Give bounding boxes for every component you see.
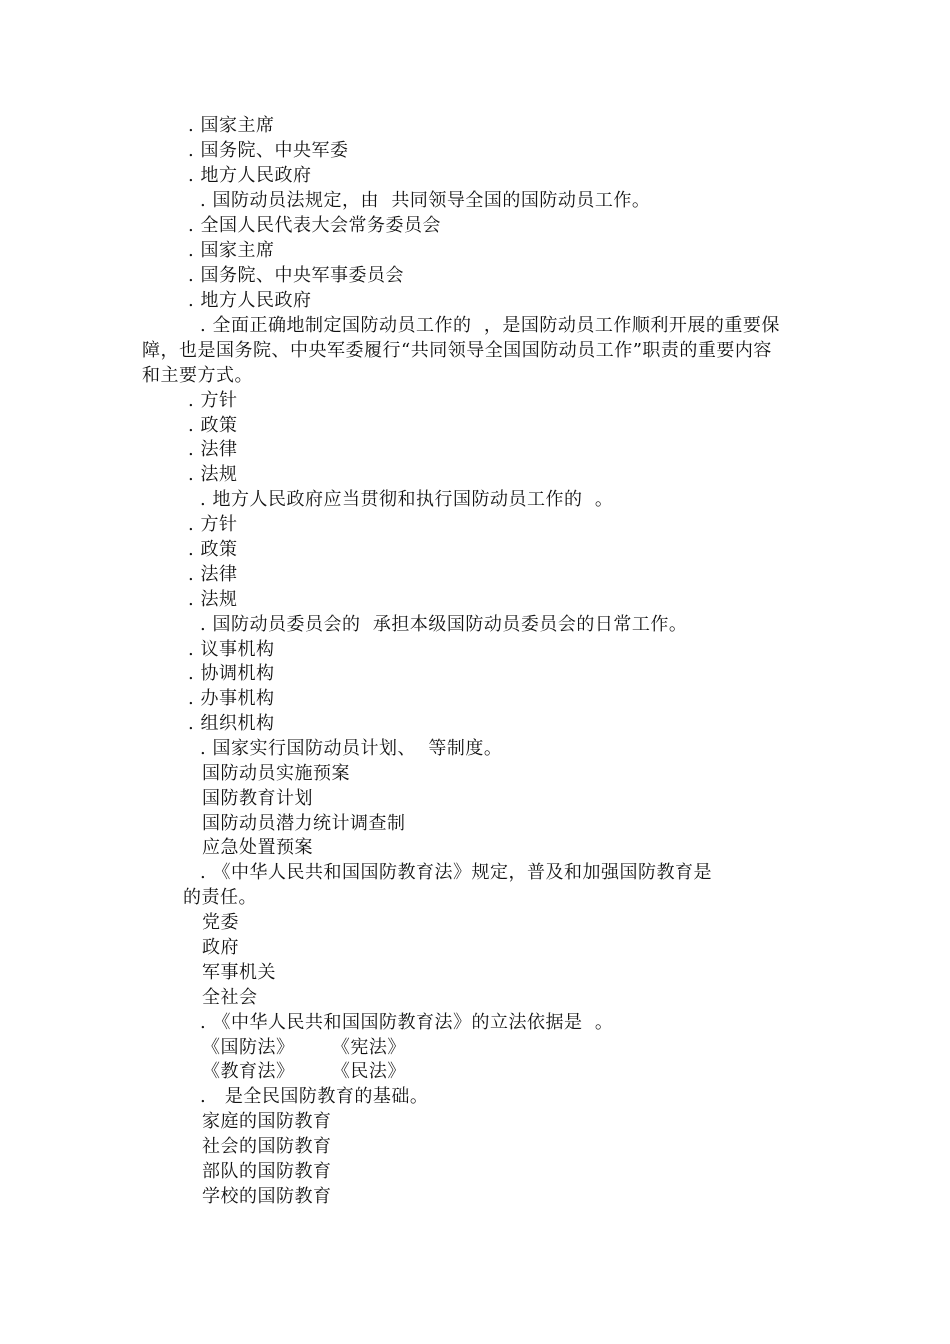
question-line: 障，也是国务院、中央军委履行“共同领导全国国防动员工作”职责的重要内容 — [142, 340, 772, 361]
answer-line: 部队的国防教育 — [202, 1161, 332, 1182]
question-line: . 《中华人民共和国国防教育法》规定，普及和加强国防教育是 — [200, 862, 712, 883]
option-line: . 地方人民政府 — [188, 290, 312, 311]
option-line: . 办事机构 — [188, 688, 275, 709]
question-line: 和主要方式。 — [142, 365, 253, 386]
option-line: . 国家主席 — [188, 240, 275, 261]
question-line: 的责任。 — [183, 887, 257, 908]
question-line: . 国防动员法规定，由 共同领导全国的国防动员工作。 — [200, 190, 651, 211]
question-line: . 全面正确地制定国防动员工作的 ，是国防动员工作顺利开展的重要保 — [200, 315, 780, 336]
question-line: . 《中华人民共和国国防教育法》的立法依据是 。 — [200, 1012, 614, 1033]
question-line: . 地方人民政府应当贯彻和执行国防动员工作的 。 — [200, 489, 614, 510]
question-line: . 国家实行国防动员计划、 等制度。 — [200, 738, 503, 759]
answer-line: 《教育法》 《民法》 — [202, 1061, 406, 1082]
option-line: . 全国人民代表大会常务委员会 — [188, 215, 441, 236]
option-line: . 政策 — [188, 415, 238, 436]
answer-line: 国防动员潜力统计调查制 — [202, 813, 406, 834]
option-line: . 国务院、中央军事委员会 — [188, 265, 404, 286]
answer-line: 社会的国防教育 — [202, 1136, 332, 1157]
answer-line: 学校的国防教育 — [202, 1186, 332, 1207]
answer-line: 全社会 — [202, 987, 258, 1008]
option-line: . 法律 — [188, 439, 238, 460]
option-line: . 法律 — [188, 564, 238, 585]
option-line: . 法规 — [188, 464, 238, 485]
option-line: . 法规 — [188, 589, 238, 610]
option-line: . 方针 — [188, 514, 238, 535]
option-line: . 协调机构 — [188, 663, 275, 684]
option-line: . 地方人民政府 — [188, 165, 312, 186]
option-line: . 国家主席 — [188, 115, 275, 136]
answer-line: 应急处置预案 — [202, 837, 313, 858]
answer-line: 国防动员实施预案 — [202, 763, 350, 784]
answer-line: 国防教育计划 — [202, 788, 313, 809]
option-line: . 组织机构 — [188, 713, 275, 734]
answer-line: 政府 — [202, 937, 239, 958]
answer-line: 军事机关 — [202, 962, 276, 983]
answer-line: 党委 — [202, 912, 239, 933]
question-line: . 是全民国防教育的基础。 — [200, 1086, 429, 1107]
answer-line: 家庭的国防教育 — [202, 1111, 332, 1132]
option-line: . 方针 — [188, 390, 238, 411]
question-line: . 国防动员委员会的 承担本级国防动员委员会的日常工作。 — [200, 614, 688, 635]
option-line: . 议事机构 — [188, 639, 275, 660]
option-line: . 政策 — [188, 539, 238, 560]
answer-line: 《国防法》 《宪法》 — [202, 1037, 406, 1058]
option-line: . 国务院、中央军委 — [188, 140, 349, 161]
